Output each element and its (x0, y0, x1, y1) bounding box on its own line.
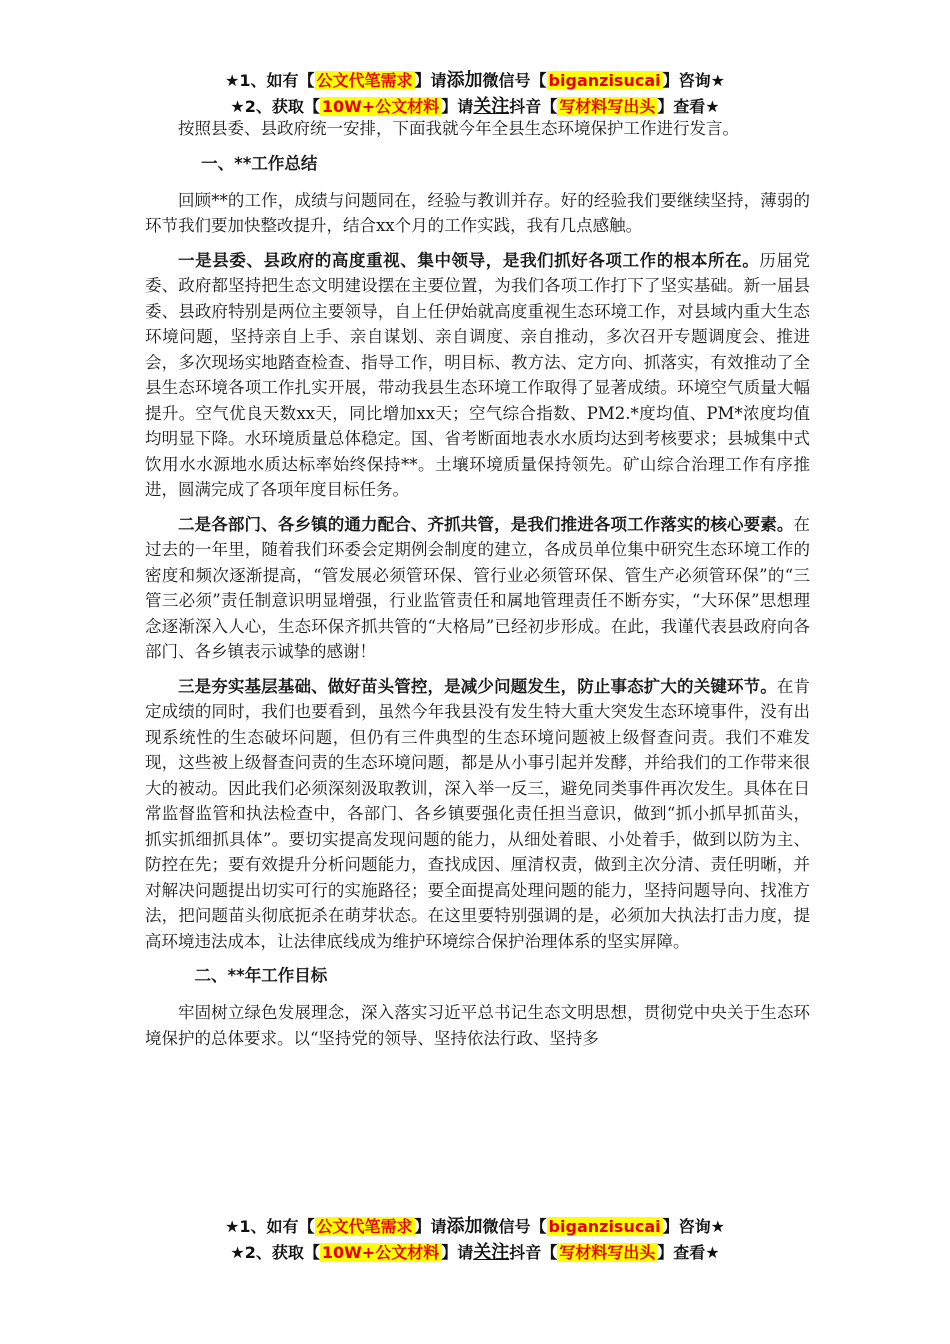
intro-paragraph: 按照县委、县政府统一安排，下面我就今年全县生态环境保护工作进行发言。 (178, 119, 739, 138)
promo-banner-top (0, 68, 950, 120)
promo-banner-bottom (0, 1214, 950, 1266)
highlight-wechat-id: biganzisucai (548, 1217, 661, 1236)
promo-line-1: ★1、如有【 公文代笔需求 】请添加微信号【 biganzisucai 】咨询★ (225, 1216, 725, 1237)
point-three-paragraph (145, 674, 810, 955)
promo-line-2: ★2、获取【 10W+公文材料 】请关注抖音【 写材料写出头 】查看★ (230, 1242, 720, 1263)
promo-line-2: ★2、获取【 10W+公文材料 】请关注抖音【 写材料写出头 】查看★ (230, 96, 720, 117)
review-paragraph: 回顾**的工作，成绩与问题同在，经验与教训并存。好的经验我们要继续坚持，薄弱的环节我们要加快整改提升，结合xx个月的工作实践，我有几点感触。 (145, 190, 810, 235)
point-three-text: 在肯定成绩的同时，我们也要看到，虽然今年我县没有发生特大重大突发生态环境事件，没有出现系统性的生态破坏问题，但仍有三件典型的生态环境问题被上级督查问责。我们不难发现，这些被上级督查问责的生态环境问题，都是从小事引起并发酵，并给我们的工作带来很大的被动。因此我们必须深刻汲取教训，深入举一反三，避免同类事件再次发生。具体在日常监督监管和执法检查中，各部门、各乡镇要强化责任担当意识，做到“抓小抓早抓苗头，抓实抓细抓具体”。要切实提高发现问题的能力，从细处着眼、小处着手，做到以防为主、防控在先；要有效提升分析问题能力，查找成因、厘清权责，做到主次分清、责任明晰，并对解决问题提出切实可行的实施路径；要全面提高处理问题的能力，坚持问题导向、找准方法，把问题苗头彻底扼杀在萌芽状态。在这里要特别强调的是，必须加大执法打击力度，提高环境违法成本，让法律底线成为维护环境综合保护治理体系的坚实屏障。 (145, 676, 811, 951)
promo-line-1: ★1、如有【 公文代笔需求 】请添加微信号【 biganzisucai 】咨询★ (225, 70, 725, 91)
highlight-douyin-account: 写材料写出头 (559, 97, 656, 116)
document-body (145, 116, 810, 1060)
point-two-lead: 二是各部门、各乡镇的通力配合、齐抓共管，是我们推进各项工作落实的核心要素。 (178, 514, 794, 534)
point-three-lead: 三是夯实基层基础、做好苗头管控，是减少问题发生，防止事态扩大的关键环节。 (178, 676, 777, 696)
highlight-writing-service: 公文代笔需求 (316, 71, 413, 90)
point-one-lead: 一是县委、县政府的高度重视、集中领导，是我们抓好各项工作的根本所在。 (178, 250, 760, 270)
section-heading-goals: 二、**年工作目标 (194, 966, 328, 985)
highlight-writing-service: 公文代笔需求 (316, 1217, 413, 1236)
point-two-text: 在过去的一年里，随着我们环委会定期例会制度的建立，各成员单位集中研究生态环境工作的密度和频次逐渐提高，“管发展必须管环保、管行业必须管环保、管生产必须管环保”的“三管三必须”责任制意识明显增强，行业监管责任和属地管理责任不断夯实，“大环保”思想理念逐渐深入人心，生态环保齐抓共管的“大格局”已经初步形成。在此，我谨代表县政府向各部门、各乡镇表示诚挚的感谢！ (145, 514, 810, 661)
point-one-paragraph (145, 248, 810, 503)
highlight-wechat-id: biganzisucai (548, 71, 661, 90)
point-two-paragraph (145, 512, 810, 665)
highlight-materials: 10W+公文材料 (321, 1243, 440, 1262)
highlight-douyin-account: 写材料写出头 (559, 1243, 656, 1262)
point-one-text: 历届党委、政府都坚持把生态文明建设摆在主要位置，为我们各项工作打下了坚实基础。新一届县委、县政府特别是两位主要领导，自上任伊始就高度重视生态环境工作，对县域内重大生态环境问题，坚持亲自上手、亲自谋划、亲自调度、亲自推动，多次召开专题调度会、推进会，多次现场实地踏查检查、指导工作，明目标、教方法、定方向、抓落实，有效推动了全县生态环境各项工作扎实开展，带动我县生态环境工作取得了显著成绩。环境空气质量大幅提升。空气优良天数xx天，同比增加xx天；空气综合指数、PM2.*度均值、PM*浓度均值均明显下降。水环境质量总体稳定。国、省考断面地表水水质均达到考核要求；县城集中式饮用水水源地水质达标率始终保持**。土壤环境质量保持领先。矿山综合治理工作有序推进，圆满完成了各项年度目标任务。 (145, 250, 811, 499)
goal-paragraph: 牢固树立绿色发展理念，深入落实习近平总书记生态文明思想，贯彻党中央关于生态环境保护的总体要求。以“坚持党的领导、坚持依法行政、坚持多 (145, 1003, 810, 1048)
section-heading-summary: 一、**工作总结 (201, 153, 318, 173)
highlight-materials: 10W+公文材料 (321, 97, 440, 116)
